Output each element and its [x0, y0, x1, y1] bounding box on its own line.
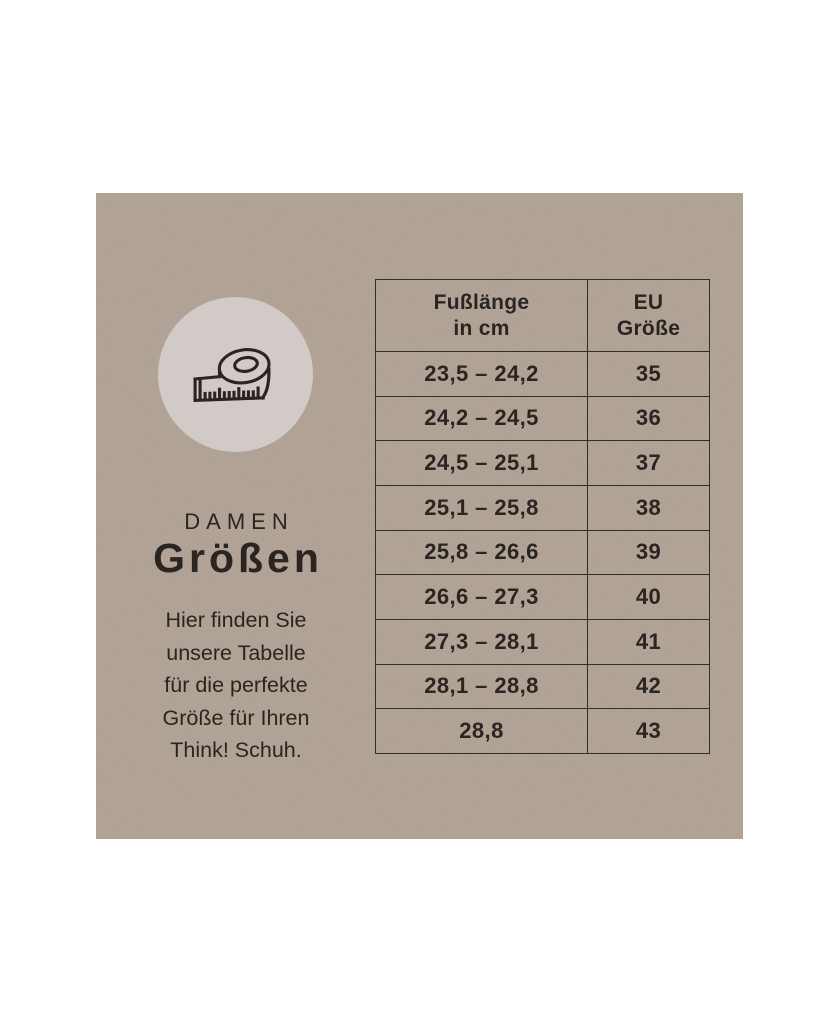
- section-kicker: DAMEN: [184, 509, 294, 534]
- description-line: Think! Schuh.: [170, 738, 302, 762]
- table-row: [376, 396, 710, 441]
- table-row: [376, 664, 710, 709]
- table-header-row: [376, 280, 710, 352]
- header-line: EU: [633, 290, 664, 314]
- table-row: [376, 441, 710, 486]
- table-row: [376, 352, 710, 397]
- header-line: in cm: [453, 316, 510, 340]
- foot-length-cell: 25,8 – 26,6: [376, 530, 588, 575]
- description-line: unsere Tabelle: [166, 640, 306, 665]
- eu-size-cell: 43: [588, 709, 710, 754]
- eu-size-cell: 39: [588, 530, 710, 575]
- kraft-paper-panel: [96, 193, 743, 839]
- eu-size-cell: 40: [588, 575, 710, 620]
- section-title: Größen: [153, 535, 323, 581]
- foot-length-cell: 24,5 – 25,1: [376, 441, 588, 486]
- table-row: [376, 485, 710, 530]
- foot-length-cell: 26,6 – 27,3: [376, 575, 588, 620]
- section-description: [106, 604, 366, 767]
- foot-length-cell: 27,3 – 28,1: [376, 619, 588, 664]
- eu-size-cell: 36: [588, 396, 710, 441]
- foot-length-cell: 28,8: [376, 709, 588, 754]
- measuring-tape-icon: [186, 346, 286, 412]
- table-row: [376, 575, 710, 620]
- size-table-body: [376, 352, 710, 754]
- table-row: [376, 619, 710, 664]
- eu-size-header: [588, 280, 710, 352]
- table-row: [376, 530, 710, 575]
- eu-size-cell: 41: [588, 619, 710, 664]
- foot-length-cell: 23,5 – 24,2: [376, 352, 588, 397]
- size-conversion-table: [375, 279, 710, 754]
- foot-length-cell: 24,2 – 24,5: [376, 396, 588, 441]
- table-row: [376, 709, 710, 754]
- description-line: Größe für Ihren: [162, 705, 310, 730]
- icon-badge-circle: [158, 297, 313, 452]
- foot-length-cell: 25,1 – 25,8: [376, 485, 588, 530]
- description-line: für die perfekte: [164, 673, 308, 697]
- header-line: Größe: [616, 316, 681, 340]
- eu-size-cell: 35: [588, 352, 710, 397]
- foot-length-cell: 28,1 – 28,8: [376, 664, 588, 709]
- eu-size-cell: 42: [588, 664, 710, 709]
- description-line: Hier finden Sie: [165, 608, 307, 632]
- header-line: Fußlänge: [433, 290, 530, 314]
- foot-length-header: [376, 280, 588, 352]
- eu-size-cell: 37: [588, 441, 710, 486]
- eu-size-cell: 38: [588, 485, 710, 530]
